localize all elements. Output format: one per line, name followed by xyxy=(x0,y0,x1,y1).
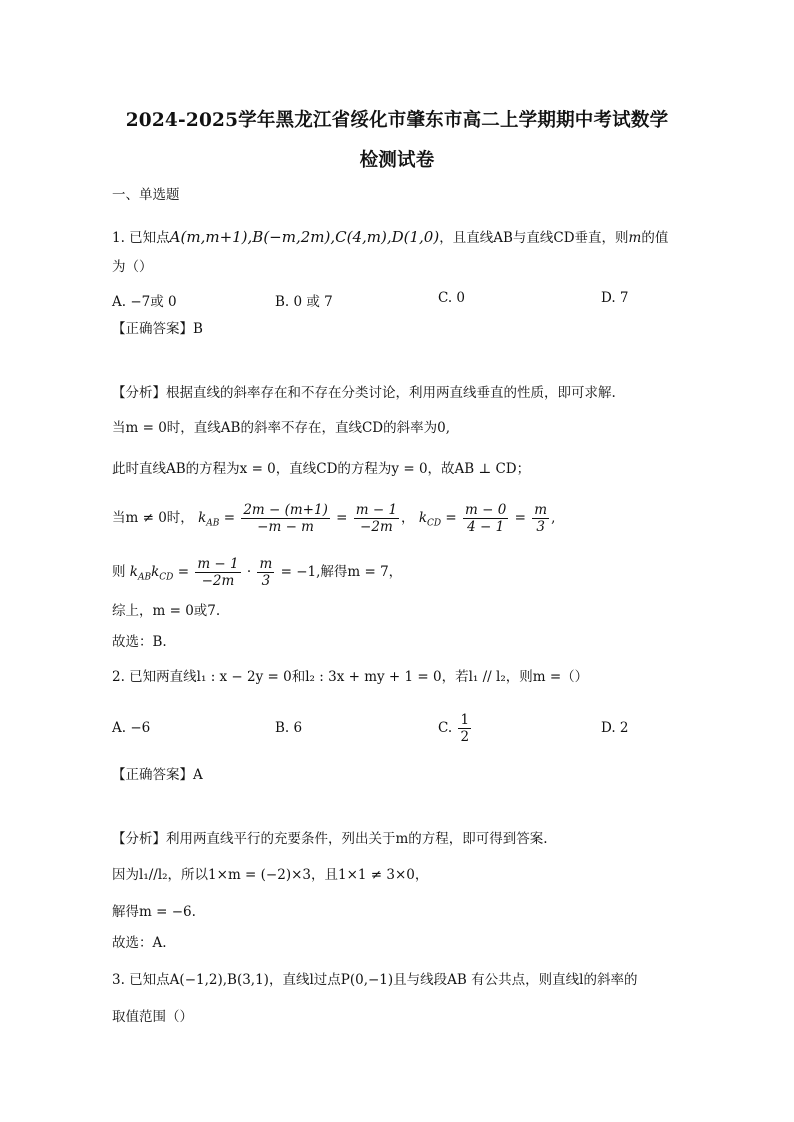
q2-step-3: 故选：A. xyxy=(112,935,167,951)
q1-option-a: A. −7或 0 xyxy=(112,294,177,310)
q1-stem-line2: 为（） xyxy=(112,259,153,275)
q1-frac-2: $\frac{m - 1}{-2m}$ xyxy=(355,502,398,535)
q1-frac-6: $\frac{m}{3}$ xyxy=(259,556,273,589)
section-heading: 一、单选题 xyxy=(112,187,180,203)
q1-option-d: D. 7 xyxy=(601,290,629,306)
q2-option-c xyxy=(438,712,473,745)
q1-stem-b: ，且直线AB与直线CD垂直，则 xyxy=(439,230,629,246)
q1-step-4-suffix: = −1,解得m = 7， xyxy=(280,564,403,580)
q3-stem-line2: 取值范围（） xyxy=(112,1009,193,1025)
q2-option-c-frac: $\frac{1}{2}$ xyxy=(460,712,470,745)
q2-option-b: B. 6 xyxy=(275,720,303,736)
q2-stem: 2. 已知两直线l₁ : x − 2y = 0和l₂ : 3x + my + 1 = 0，若l₁ // l₂，则m =（） xyxy=(112,669,589,685)
q1-analysis: 【分析】根据直线的斜率存在和不存在分类讨论，利用两直线垂直的性质，即可求解. xyxy=(112,385,616,401)
q1-frac-1: $\frac{2m - (m+1)}{-m - m}$ xyxy=(243,502,328,535)
q1-kab-kcd: $k_{AB}k_{CD}$ xyxy=(129,564,174,583)
q1-step-4: 则 $k_{AB}k_{CD}$ = $\frac{m - 1}{-2m}$ · $\frac{m}{3}$ = −1,解得m = 7， xyxy=(112,556,403,589)
q1-step-5: 综上，m = 0或7. xyxy=(112,603,221,619)
q1-step-1: 当m = 0时，直线AB的斜率不存在，直线CD的斜率为0, xyxy=(112,420,450,436)
q1-stem xyxy=(112,228,668,247)
q1-frac-3: $\frac{m - 0}{4 - 1}$ xyxy=(465,502,507,535)
title-line-1: 2024-2025学年黑龙江省绥化市肇东市高二上学期期中考试数学 xyxy=(125,110,669,131)
q1-step-3-prefix: 当m ≠ 0时， xyxy=(112,510,194,526)
q1-points: A(m,m+1),B(−m,2m),C(4,m),D(1,0) xyxy=(169,228,440,246)
q1-kcd: $k_{CD}$ xyxy=(418,510,442,529)
q1-step-2: 此时直线AB的方程为x = 0，直线CD的方程为y = 0，故AB ⊥ CD； xyxy=(112,461,531,477)
q2-option-c-label: C. xyxy=(438,720,453,736)
q2-analysis: 【分析】利用两直线平行的充要条件，列出关于m的方程，即可得到答案. xyxy=(112,831,548,847)
q2-option-a: A. −6 xyxy=(112,720,151,736)
q3-stem-line1: 3. 已知点A(−1,2),B(3,1)，直线l过点P(0,−1)且与线段AB 有公共点，则直线l的斜率的 xyxy=(112,972,638,988)
q1-step-6: 故选：B. xyxy=(112,634,167,650)
q1-option-b: B. 0 或 7 xyxy=(275,294,333,310)
q1-var: m xyxy=(628,230,642,246)
q2-option-d: D. 2 xyxy=(601,720,629,736)
q2-step-2: 解得m = −6. xyxy=(112,904,196,920)
q1-frac-4: $\frac{m}{3}$ xyxy=(534,502,548,535)
q2-step-1: 因为l₁//l₂，所以1×m = (−2)×3，且1×1 ≠ 3×0， xyxy=(112,867,429,883)
q1-frac-5: $\frac{m - 1}{-2m}$ xyxy=(197,556,239,589)
q1-stem-a: 1. 已知点 xyxy=(112,230,170,246)
q1-stem-c: 的值 xyxy=(641,230,669,246)
q1-step-4-prefix: 则 xyxy=(112,564,126,580)
q1-answer: 【正确答案】B xyxy=(112,321,203,337)
q2-answer: 【正确答案】A xyxy=(112,767,203,783)
title-line-2: 检测试卷 xyxy=(359,150,435,171)
q1-option-c: C. 0 xyxy=(438,290,466,306)
q1-step-3: 当m ≠ 0时， $k_{AB}$ = $\frac{2m - (m+1)}{-m - m}$ = $\frac{m - 1}{-2m}$ ， $k_{CD}$ = $\frac{m - 0}{4 - 1}$ = $\frac{m}{3}$ , xyxy=(112,502,556,535)
q1-kab: $k_{AB}$ xyxy=(198,510,220,529)
